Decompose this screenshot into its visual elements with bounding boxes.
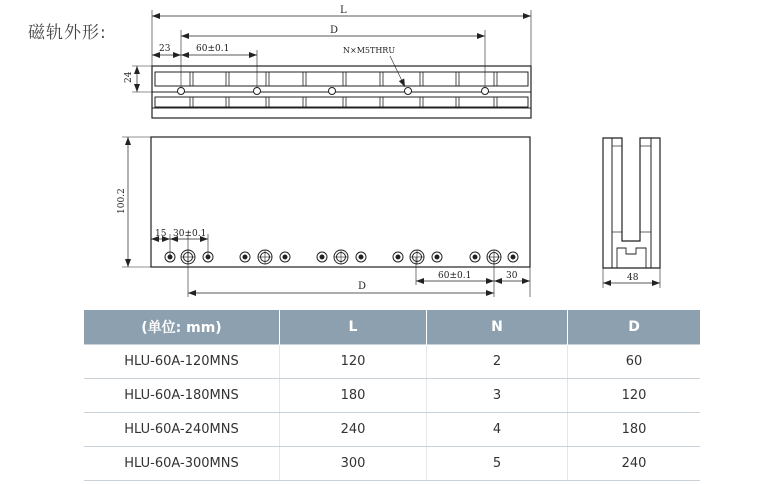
table-row <box>84 447 700 481</box>
L-cell: 240 <box>280 413 427 447</box>
D-cell: 120 <box>568 379 701 413</box>
mounting-hole <box>178 88 185 95</box>
label-23: 23 <box>159 44 171 54</box>
model-cell: HLU-60A-300MNS <box>84 447 280 481</box>
L-cell: 300 <box>280 447 427 481</box>
model-cell: HLU-60A-240MNS <box>84 413 280 447</box>
table-header-row <box>84 310 700 345</box>
mounting-hole <box>405 88 412 95</box>
label-100: 100.2 <box>117 188 127 214</box>
model-cell: HLU-60A-120MNS <box>84 345 280 379</box>
col-unit: (单位: mm) <box>84 310 280 345</box>
label-L: L <box>340 5 347 16</box>
table-row <box>84 345 700 379</box>
N-cell: 2 <box>427 345 568 379</box>
model-cell: HLU-60A-180MNS <box>84 379 280 413</box>
hole-group <box>317 250 366 264</box>
label-pitch60: 60±0.1 <box>196 44 230 54</box>
label-pitch30: 30±0.1 <box>173 229 207 239</box>
label-24: 24 <box>124 71 134 83</box>
label-holes: N×M5THRU <box>343 46 396 55</box>
N-cell: 3 <box>427 379 568 413</box>
D-cell: 240 <box>568 447 701 481</box>
mounting-hole <box>329 88 336 95</box>
D-cell: 180 <box>568 413 701 447</box>
col-D: D <box>568 310 701 345</box>
hole-group <box>240 250 290 264</box>
section-heading: 磁轨外形: <box>28 23 107 43</box>
col-N: N <box>427 310 568 345</box>
spec-table <box>84 310 700 481</box>
mounting-hole <box>482 88 489 95</box>
D-cell: 60 <box>568 345 701 379</box>
col-L: L <box>280 310 427 345</box>
label-30: 30 <box>506 271 518 281</box>
N-cell: 4 <box>427 413 568 447</box>
label-15: 15 <box>155 229 167 239</box>
table-row <box>84 413 700 447</box>
side-view <box>603 138 660 288</box>
label-pitch60b: 60±0.1 <box>438 271 472 281</box>
N-cell: 5 <box>427 447 568 481</box>
L-cell: 120 <box>280 345 427 379</box>
table-row <box>84 379 700 413</box>
label-D-bottom: D <box>358 281 367 292</box>
L-cell: 180 <box>280 379 427 413</box>
hole-group <box>470 250 518 264</box>
label-48: 48 <box>627 273 639 283</box>
label-D: D <box>330 25 339 36</box>
hole-group <box>393 250 442 264</box>
mounting-hole <box>254 88 261 95</box>
hole-group <box>165 250 213 264</box>
